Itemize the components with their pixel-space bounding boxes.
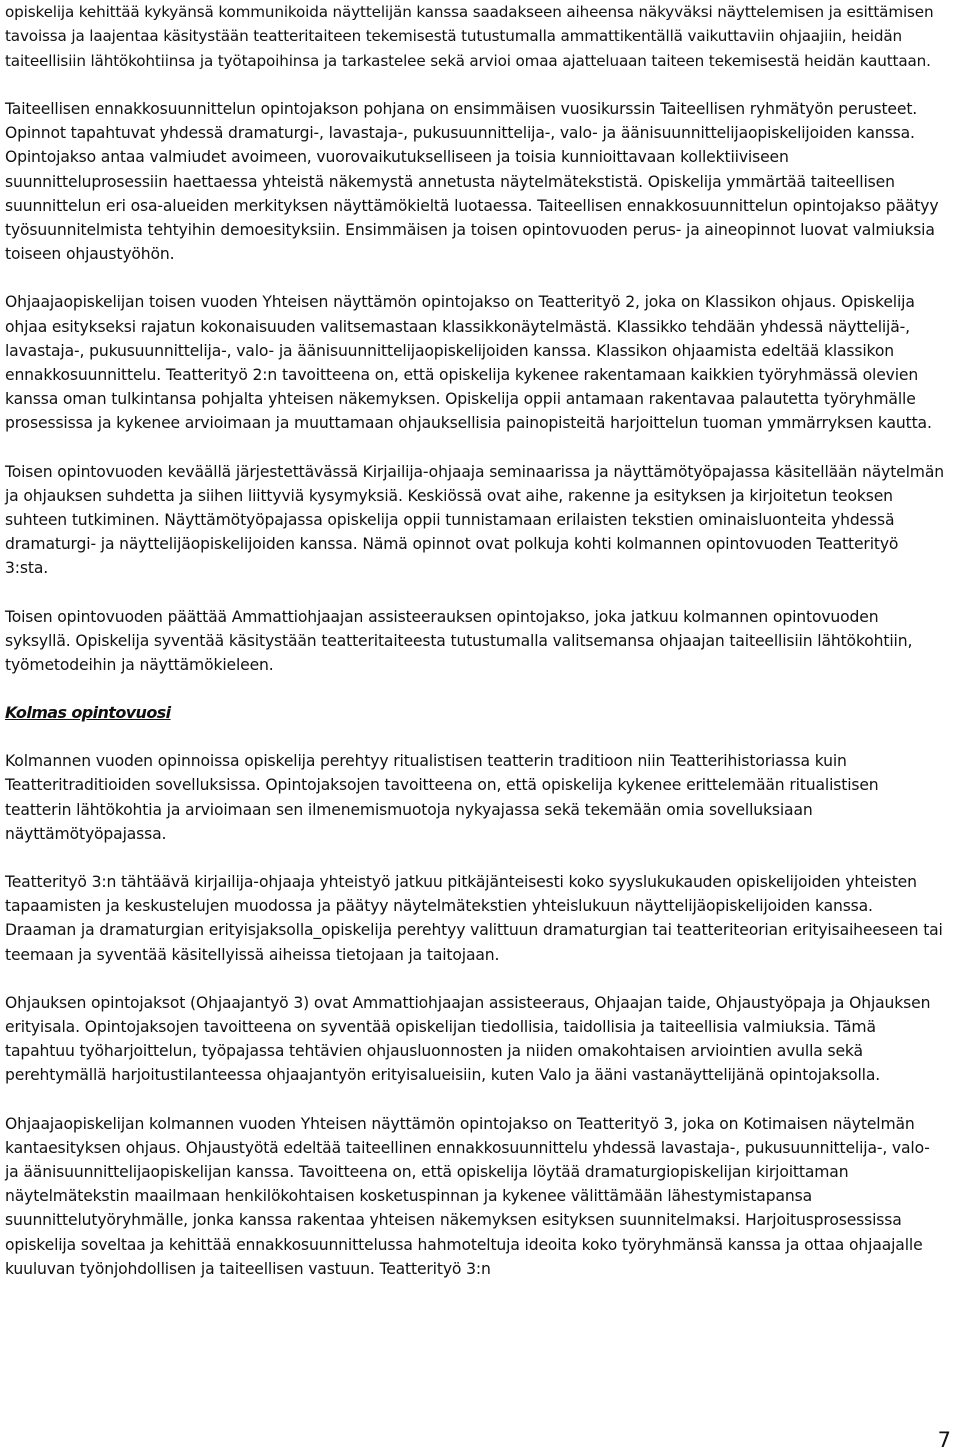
paragraph: Teatterityö 3:n tähtäävä kirjailija-ohjaaja yhteistyö jatkuu pitkäjänteisesti koko syyslukukauden opiskelijoiden yhteisten tapaamisten ja keskustelujen muodossa ja päätyy näytelmätekstien yhteislukuun näyttelijäopiskelijoiden kanssa. Draaman ja dramaturgian erityisjaksolla_opiskelija perehtyy valittuun dramaturgian tai teatteriteorian erityisaiheeseen tai teemaan ja syventää käsitellyissä aiheissa tietojaan ja taitojaan.	[5, 872, 943, 964]
paragraph: Taiteellisen ennakkosuunnittelun opintojakson pohjana on ensimmäisen vuosikurssin Taiteellisen ryhmätyön perusteet. Opinnot tapahtuvat yhdessä dramaturgi-, lavastaja-, pukusuunnittelija-, valo- ja äänisuunnittelijaopiskelijoiden kanssa. Opintojakso antaa valmiudet avoimeen, vuorovaikutukselliseen ja toisia kunnioittavaan kollektiiviseen suunnitteluprosessiin haettaessa yhteistä näkemystä annetusta näytelmätekstistä. Opiskelija ymmärtää taiteellisen suunnittelun eri osa-alueiden merkityksen näyttämökieltä luotaessa. Taiteellisen ennakkosuunnittelun opintojakso päätyy työsuunnitelmista tehtyihin demoesityksiin. Ensimmäisen ja toisen opintovuoden perus- ja aineopinnot luovat valmiuksia toiseen ohjaustyöhön.	[5, 99, 939, 264]
paragraph: Toisen opintovuoden keväällä järjestettävässä Kirjailija-ohjaaja seminaarissa ja näyttämötyöpajassa käsitellään näytelmän ja ohjauksen suhdetta ja siihen liittyviä kysymyksiä. Keskiössä ovat aihe, rakenne ja esityksen ja kirjoitetun teoksen suhteen tutkiminen. Näyttämötyöpajassa opiskelija oppii tunnistamaan erilaisten tekstien ominaisluonteita yhdessä dramaturgi- ja näyttelijäopiskelijoiden kanssa. Nämä opinnot ovat polkuja kohti kolmannen opintovuoden Teatterityö 3:sta.	[5, 462, 944, 578]
section-heading: Kolmas opintovuosi	[5, 703, 171, 723]
paragraph: Ohjaajaopiskelijan kolmannen vuoden Yhteisen näyttämön opintojakso on Teatterityö 3, joka on Kotimaisen näytelmän kantaesityksen ohjaus. Ohjaustyötä edeltää taiteellinen ennakkosuunnittelu yhdessä lavastaja-, pukusuunnittelija-, valo- ja äänisuunnittelijaopiskelijan kanssa. Tavoitteena on, että opiskelija löytää dramaturgiopiskelijan kirjoittaman näytelmätekstin maailmaan henkilökohtaisen kosketuspinnan ja kykenee välittämään lähestymistapansa suunnittelutyöryhmälle, jonka kanssa rakentaa yhteisen näkemyksen esityksen suunnitelmaksi. Harjoitusprosessissa opiskelija soveltaa ja kehittää ennakkosuunnittelussa hahmoteltuja ideoita koko työryhmänsä kanssa ja ottaa ohjaajalle kuuluvan työnjohdollisen ja taiteellisen vastuun. Teatterityö 3:n	[5, 1114, 930, 1278]
paragraph: Toisen opintovuoden päättää Ammattiohjaajan assisteerauksen opintojakso, joka jatkuu kolmannen opintovuoden syksyllä. Opiskelija syventää käsitystään teatteritaiteesta tutustumalla valitsemansa ohjaajan taiteellisiin lähtökohtiin, työmetodeihin ja näyttämökieleen.	[5, 607, 913, 674]
paragraph: opiskelija kehittää kykyänsä kommunikoida näyttelijän kanssa saadakseen aiheensa näkyväksi näyttelemisen ja esittämisen tavoissa ja laajentaa käsitystään teatteritaiteen tekemisestä tutustumalla ammattikentällä vaikuttaviin ohjaajiin, heidän taiteellisiin lähtökohtiinsa ja työtapoihinsa ja tarkastelee sekä arvioi omaa ajatteluaan taiteen tekemisestä heidän kauttaan.	[5, 3, 934, 70]
paragraph: Ohjauksen opintojaksot (Ohjaajantyö 3) ovat Ammattiohjaajan assisteeraus, Ohjaajan taide, Ohjaustyöpaja ja Ohjauksen erityisala. Opintojaksojen tavoitteena on syventää opiskelijan tiedollisia, taidollisia ja taiteellisia valmiuksia. Tämä tapahtuu työharjoittelun, työpajassa tehtävien ohjausluonnosten ja niiden omakohtaisen arviointien avulla sekä perehtymällä harjoitustilanteessa ohjaajantyön erityisalueisiin, kuten Valo ja ääni vastanäyttelijänä opintojaksolla.	[5, 993, 931, 1085]
page-number: 7	[937, 1428, 951, 1452]
paragraph: Kolmannen vuoden opinnoissa opiskelija perehtyy ritualistisen teatterin traditioon niin Teatterihistoriassa kuin Teatteritraditioiden sovelluksissa. Opintojaksojen tavoitteena on, että opiskelija kykenee erittelemään ritualistisen teatterin lähtökohtia ja arvioimaan sen ilmenemismuotoja nykyajassa sekä tekemään omia sovelluksiaan näyttämötyöpajassa.	[5, 752, 879, 843]
paragraph: Ohjaajaopiskelijan toisen vuoden Yhteisen näyttämön opintojakso on Teatterityö 2, joka on Klassikon ohjaus. Opiskelija ohjaa esitykseksi rajatun kokonaisuuden valitsemastaan klassikkonäytelmästä. Klassikko tehdään yhdessä näyttelijä-, lavastaja-, pukusuunnittelija-, valo- ja äänisuunnittelijaopiskelijoiden kanssa. Klassikon ohjaamista edeltää klassikon ennakkosuunnittelu. Teatterityö 2:n tavoitteena on, että opiskelija kykenee rakentamaan kaikkien työryhmässä olevien kanssa oman tulkintansa pohjalta yhteisen näkemyksen. Opiskelija oppii antamaan rakentavaa palautetta työryhmälle prosessissa ja kykenee arvioimaan ja muuttamaan ohjauksellisia painopisteitä harjoittelun tuoman ymmärryksen kautta.	[5, 293, 932, 433]
document-page	[5, 0, 945, 1281]
